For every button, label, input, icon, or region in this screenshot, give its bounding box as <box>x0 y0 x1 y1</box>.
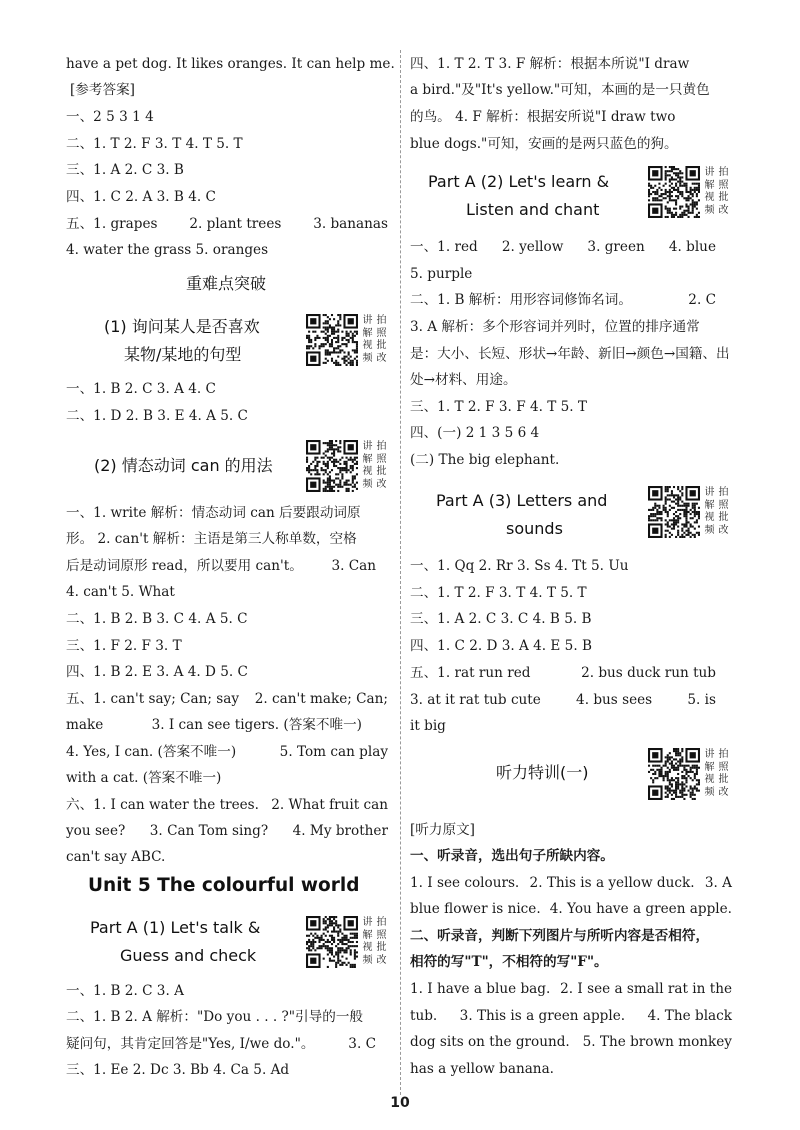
qr-char: 视 <box>704 774 715 785</box>
qr-caption <box>703 487 730 537</box>
qr-char: 频 <box>362 352 373 364</box>
text-line: 三、1. T 2. F 3. F 4. T 5. T <box>410 399 587 415</box>
topic-heading: Part A (1) Let's talk & <box>90 918 261 937</box>
qr-char: 改 <box>376 478 387 490</box>
qr-char: 解 <box>362 929 373 941</box>
qr-char: 频 <box>704 786 715 798</box>
text-seg: 4. Yes, I can. (答案不唯一) <box>66 744 237 760</box>
text-line: 四、1. B 2. E 3. A 4. D 5. C <box>66 664 248 680</box>
text-seg: 3. at it rat tub cute <box>410 692 541 708</box>
page-number: 10 <box>390 1095 410 1111</box>
qr-char: 批 <box>718 774 729 785</box>
qr-char: 改 <box>376 954 387 966</box>
qr-char: 视 <box>362 466 373 477</box>
text-seg: 2. What fruit can <box>271 797 388 813</box>
section-title: 重难点突破 <box>186 274 267 293</box>
text-line <box>410 873 732 893</box>
qr-char: 照 <box>718 179 729 191</box>
text-line: 二、1. B 2. B 3. C 4. A 5. C <box>66 611 248 627</box>
text-seg: 5. is <box>687 692 716 708</box>
text-line: 形。 2. can't 解析：主语是第三人称单数，空格 <box>66 531 357 547</box>
text-seg: 1. I see colours. <box>410 875 520 891</box>
text-line: have a pet dog. It likes oranges. It can help me. <box>66 56 395 72</box>
text-line: (二) The big elephant. <box>410 452 560 468</box>
text-line <box>66 556 376 576</box>
qr-char: 拍 <box>376 441 387 452</box>
text-seg: 2. This is a yellow duck. <box>529 875 695 891</box>
text-seg: 4. You have a green apple. <box>549 901 732 917</box>
text-seg: 2. can't make; Can; <box>254 691 388 707</box>
text-line: 是：大小、长短、形状→年龄、新旧→颜色→国籍、出 <box>410 346 730 362</box>
text-line: 一、1. Qq 2. Rr 3. Ss 4. Tt 5. Uu <box>410 558 629 574</box>
qr-caption <box>703 749 730 799</box>
qr-char: 批 <box>376 942 387 953</box>
qr-code-icon[interactable] <box>648 748 700 800</box>
text-line <box>410 690 716 710</box>
text-seg: 2. yellow <box>501 239 564 255</box>
text-seg: 疑问句，其肯定回答是"Yes, I/we do."。 <box>66 1036 315 1052</box>
topic-heading: 听力特训(一) <box>496 763 589 782</box>
text-line: 二、1. D 2. B 3. E 4. A 5. C <box>66 408 248 424</box>
text-seg: 2. I see a small rat in the <box>560 981 732 997</box>
qr-char: 照 <box>376 327 387 339</box>
qr-char: 拍 <box>718 487 729 498</box>
text-line <box>410 979 732 999</box>
text-seg: tub. <box>410 1008 438 1024</box>
qr-char: 照 <box>376 453 387 465</box>
text-line <box>66 1034 376 1054</box>
text-line: 的鸟。 4. F 解析：根据安所说"I draw two <box>410 109 676 125</box>
text-line: a bird."及"It's yellow."可知，本画的是一只黄色 <box>410 82 710 98</box>
text-seg: 4. The black <box>647 1008 732 1024</box>
qr-char: 频 <box>704 524 715 536</box>
qr-char: 照 <box>718 761 729 773</box>
text-line <box>66 214 388 234</box>
topic-heading: Listen and chant <box>466 200 600 219</box>
text-line <box>410 663 716 683</box>
text-line: 相符的写"T"，不相符的写"F"。 <box>410 954 608 970</box>
text-seg: 5. Tom can play <box>279 744 388 760</box>
qr-char: 视 <box>362 942 373 953</box>
qr-code-icon[interactable] <box>306 440 358 492</box>
qr-char: 拍 <box>376 315 387 326</box>
qr-char: 解 <box>704 761 715 773</box>
text-line: 3. A 解析：多个形容词并列时，位置的排序通常 <box>410 319 700 335</box>
qr-block[interactable] <box>306 916 388 968</box>
qr-char: 批 <box>376 466 387 477</box>
qr-caption <box>361 441 388 491</box>
qr-caption <box>703 167 730 217</box>
text-line <box>410 1032 732 1052</box>
qr-char: 改 <box>718 786 729 798</box>
qr-block[interactable] <box>648 486 730 538</box>
text-seg: 3. This is a green apple. <box>459 1008 626 1024</box>
qr-char: 视 <box>362 340 373 351</box>
qr-char: 讲 <box>362 441 373 452</box>
text-line: 一、1. B 2. C 3. A 4. C <box>66 381 216 397</box>
text-line: can't say ABC. <box>66 849 166 865</box>
qr-code-icon[interactable] <box>648 166 700 218</box>
text-line: 处→材料、用途。 <box>410 372 517 388</box>
qr-char: 改 <box>376 352 387 364</box>
text-seg: you see? <box>66 823 126 839</box>
qr-caption <box>361 315 388 365</box>
text-line: 4. can't 5. What <box>66 584 175 600</box>
text-seg: 后是动词原形 read，所以要用 can't。 <box>66 558 303 574</box>
text-seg: 4. blue <box>668 239 716 255</box>
text-line: 四、(一) 2 1 3 5 6 4 <box>410 425 540 441</box>
text-line: 一、1. write 解析：情态动词 can 后要跟动词原 <box>66 505 361 521</box>
answer-key-label: [参考答案] <box>70 82 135 98</box>
topic-heading: (2) 情态动词 can 的用法 <box>94 456 273 475</box>
text-line <box>66 689 388 709</box>
text-line <box>66 795 388 815</box>
text-seg: 五、1. can't say; Can; say <box>66 691 240 707</box>
text-seg: 2. bus duck run tub <box>581 665 716 681</box>
text-line: 二、1. T 2. F 3. T 4. T 5. T <box>410 585 587 601</box>
text-line: 三、1. A 2. C 3. C 4. B 5. B <box>410 611 592 627</box>
qr-char: 照 <box>718 499 729 511</box>
text-line: 二、1. B 2. A 解析："Do you . . . ?"引导的一般 <box>66 1009 364 1025</box>
qr-char: 改 <box>718 524 729 536</box>
text-line <box>66 715 362 735</box>
qr-char: 频 <box>362 954 373 966</box>
text-line: 三、1. F 2. F 3. T <box>66 638 182 654</box>
qr-char: 讲 <box>704 167 715 178</box>
qr-char: 解 <box>704 179 715 191</box>
text-seg: 3. bananas <box>313 216 388 232</box>
text-line: blue dogs."可知，安画的是两只蓝色的狗。 <box>410 136 678 152</box>
topic-heading: sounds <box>506 519 563 538</box>
text-line: 一、2 5 3 1 4 <box>66 109 154 125</box>
column-divider <box>400 50 401 1095</box>
qr-char: 拍 <box>376 917 387 928</box>
listening-label: [听力原文] <box>410 822 475 838</box>
text-line: 一、听录音，选出句子所缺内容。 <box>410 848 614 864</box>
qr-code-icon[interactable] <box>306 916 358 968</box>
text-seg: 一、1. red <box>410 239 478 255</box>
qr-code-icon[interactable] <box>306 314 358 366</box>
qr-char: 改 <box>718 204 729 216</box>
qr-char: 讲 <box>362 315 373 326</box>
qr-char: 拍 <box>718 167 729 178</box>
text-seg: 5. The brown monkey <box>582 1034 732 1050</box>
text-line: 四、1. C 2. A 3. B 4. C <box>66 189 216 205</box>
qr-char: 讲 <box>362 917 373 928</box>
text-seg: 3. A <box>704 875 732 891</box>
unit-title: Unit 5 The colourful world <box>88 875 360 896</box>
text-seg: make <box>66 717 104 733</box>
text-line: 二、1. T 2. F 3. T 4. T 5. T <box>66 136 243 152</box>
text-seg: 五、1. rat run red <box>410 665 531 681</box>
text-line: 四、1. C 2. D 3. A 4. E 5. B <box>410 638 592 654</box>
text-seg: 五、1. grapes <box>66 216 158 232</box>
topic-heading: Part A (3) Letters and <box>436 491 608 510</box>
text-seg: 3. C <box>348 1036 376 1052</box>
qr-block[interactable] <box>306 440 388 492</box>
topic-heading: (1) 询问某人是否喜欢 <box>104 317 260 336</box>
text-line <box>410 290 716 310</box>
text-seg: 3. green <box>587 239 645 255</box>
qr-char: 批 <box>718 512 729 523</box>
text-seg: 六、1. I can water the trees. <box>66 797 259 813</box>
text-seg: 3. Can Tom sing? <box>149 823 269 839</box>
topic-heading: 某物/某地的句型 <box>124 345 242 364</box>
qr-char: 视 <box>704 512 715 523</box>
topic-heading: Guess and check <box>120 946 257 965</box>
qr-char: 解 <box>362 327 373 339</box>
qr-block[interactable] <box>648 166 730 218</box>
qr-char: 解 <box>362 453 373 465</box>
text-line <box>410 1006 732 1026</box>
text-seg: dog sits on the ground. <box>410 1034 570 1050</box>
text-seg: 二、1. B 解析：用形容词修饰名词。 <box>410 292 632 308</box>
qr-char: 频 <box>704 204 715 216</box>
topic-heading: Part A (2) Let's learn & <box>428 172 610 191</box>
text-line: 二、听录音，判断下列图片与所听内容是否相符， <box>410 928 710 944</box>
text-line <box>66 742 388 762</box>
qr-char: 讲 <box>704 749 715 760</box>
text-line: 四、1. T 2. T 3. F 解析：根据本所说"I draw <box>410 56 690 72</box>
qr-char: 拍 <box>718 749 729 760</box>
text-seg: 3. I can see tigers. (答案不唯一) <box>151 717 362 733</box>
text-line: 4. water the grass 5. oranges <box>66 242 269 258</box>
text-line: 三、1. Ee 2. Dc 3. Bb 4. Ca 5. Ad <box>66 1062 290 1078</box>
text-line <box>410 899 732 919</box>
text-seg: blue flower is nice. <box>410 901 541 917</box>
qr-char: 讲 <box>704 487 715 498</box>
text-seg: 2. plant trees <box>189 216 282 232</box>
qr-char: 批 <box>376 340 387 351</box>
qr-char: 照 <box>376 929 387 941</box>
text-line: with a cat. (答案不唯一) <box>66 770 222 786</box>
text-seg: 1. I have a blue bag. <box>410 981 551 997</box>
text-line <box>66 821 388 841</box>
qr-char: 批 <box>718 192 729 203</box>
text-line <box>410 237 716 257</box>
qr-char: 解 <box>704 499 715 511</box>
text-seg: 3. Can <box>331 558 376 574</box>
text-seg: 4. My brother <box>292 823 388 839</box>
text-seg: 4. bus sees <box>576 692 653 708</box>
qr-caption <box>361 917 388 967</box>
text-line: it big <box>410 718 446 734</box>
qr-char: 视 <box>704 192 715 203</box>
text-line: 三、1. A 2. C 3. B <box>66 162 184 178</box>
qr-block[interactable] <box>648 748 730 800</box>
text-line: has a yellow banana. <box>410 1061 554 1077</box>
qr-code-icon[interactable] <box>648 486 700 538</box>
text-seg: 2. C <box>688 292 716 308</box>
qr-block[interactable] <box>306 314 388 366</box>
text-line: 一、1. B 2. C 3. A <box>66 983 184 999</box>
text-line: 5. purple <box>410 266 473 282</box>
qr-char: 频 <box>362 478 373 490</box>
